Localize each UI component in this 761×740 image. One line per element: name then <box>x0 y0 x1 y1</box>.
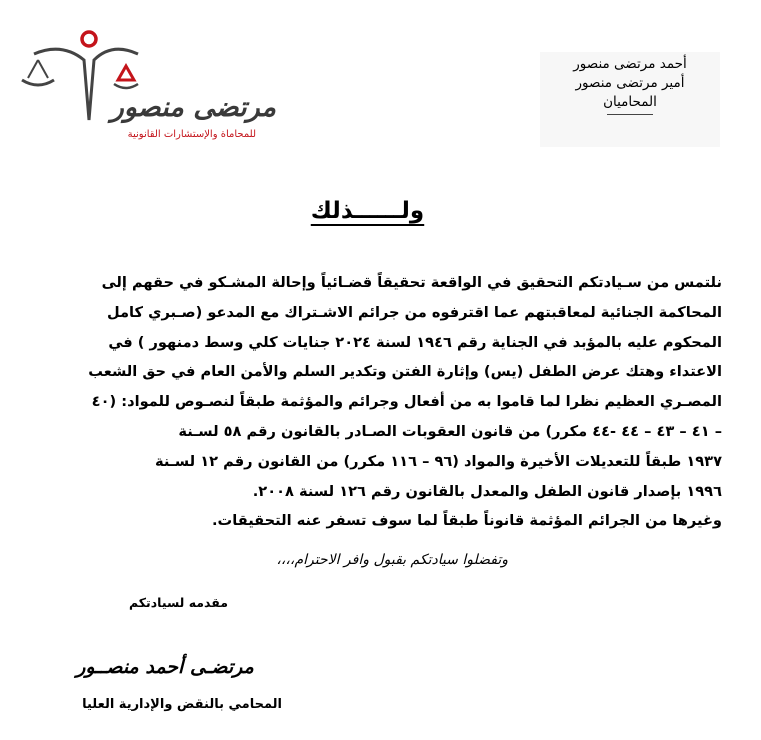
signatory-title: المحامي بالنقض والإدارية العليا <box>82 697 282 712</box>
firm-logo <box>14 28 276 146</box>
body-line: ١٩٣٧ طبقاً للتعديلات الأخيرة والمواد (٩٦ – ١١٦ مكرر) من القانون رقم ١٢ لسـنة <box>155 452 722 470</box>
lawyers-header <box>540 52 720 147</box>
body-line: الاعتداء وهتك عرض الطفل (يس) وإثارة الفتن وتكدير السلم والأمن العام في حق الشعب <box>88 363 722 381</box>
body-line: المحكوم عليه بالمؤبد في الجناية رقم ١٩٤٦ لسنة ٢٠٢٤ جنايات كلي وسط دمنهور ) في <box>108 333 722 351</box>
signatory-name: مرتضـى أحمد منصــور <box>76 656 254 678</box>
lawyers-label: المحاميان <box>603 94 657 110</box>
header-divider <box>607 114 653 115</box>
body-line: المحاكمة الجنائية لمعاقبتهم عما اقترفوه من جرائم الاشـتراك مع المدعو (صـبري كامل <box>106 303 722 321</box>
presented-to: مقدمه لسيادتكم <box>128 595 228 610</box>
body-line: وغيرها من الجرائم المؤثمة قانوناً طبقاً لما سوف تسفر عنه التحقيقات. <box>212 512 722 530</box>
body-line: نلتمس من سـيادتكم التحقيق في الواقعة تحقيقاً قضـائياً وإحالة المشـكو في حقهم إلى <box>101 274 722 291</box>
body-line: – ٤١ – ٤٣ – ٤٤ -٤٤ مكرر) من قانون العقوبات الصـادر بالقانون رقم ٥٨ لسـنة <box>178 422 722 440</box>
body-line: المصـري العظيم نظرا لما قاموا به من أفعال وجرائم والمؤثمة طبقاً لنصـوص للمواد: (٤٠ <box>91 393 722 411</box>
section-title: ولــــــذلك <box>310 198 425 224</box>
body-line: ١٩٩٦ بإصدار قانون الطفل والمعدل بالقانون رقم ١٢٦ لسنة ٢٠٠٨. <box>252 482 722 500</box>
lawyer-name-1: أحمد مرتضى منصور <box>573 56 687 72</box>
closing-salutation: وتفضلوا سيادتكم بقبول وافر الاحترام،،،، <box>276 552 508 568</box>
petition-body <box>44 268 722 536</box>
logo-tagline: للمحاماة والإستشارات القانونية <box>127 129 256 140</box>
lawyer-name-2: أمير مرتضى منصور <box>575 75 685 91</box>
logo-name: مرتضى منصور <box>110 92 276 123</box>
